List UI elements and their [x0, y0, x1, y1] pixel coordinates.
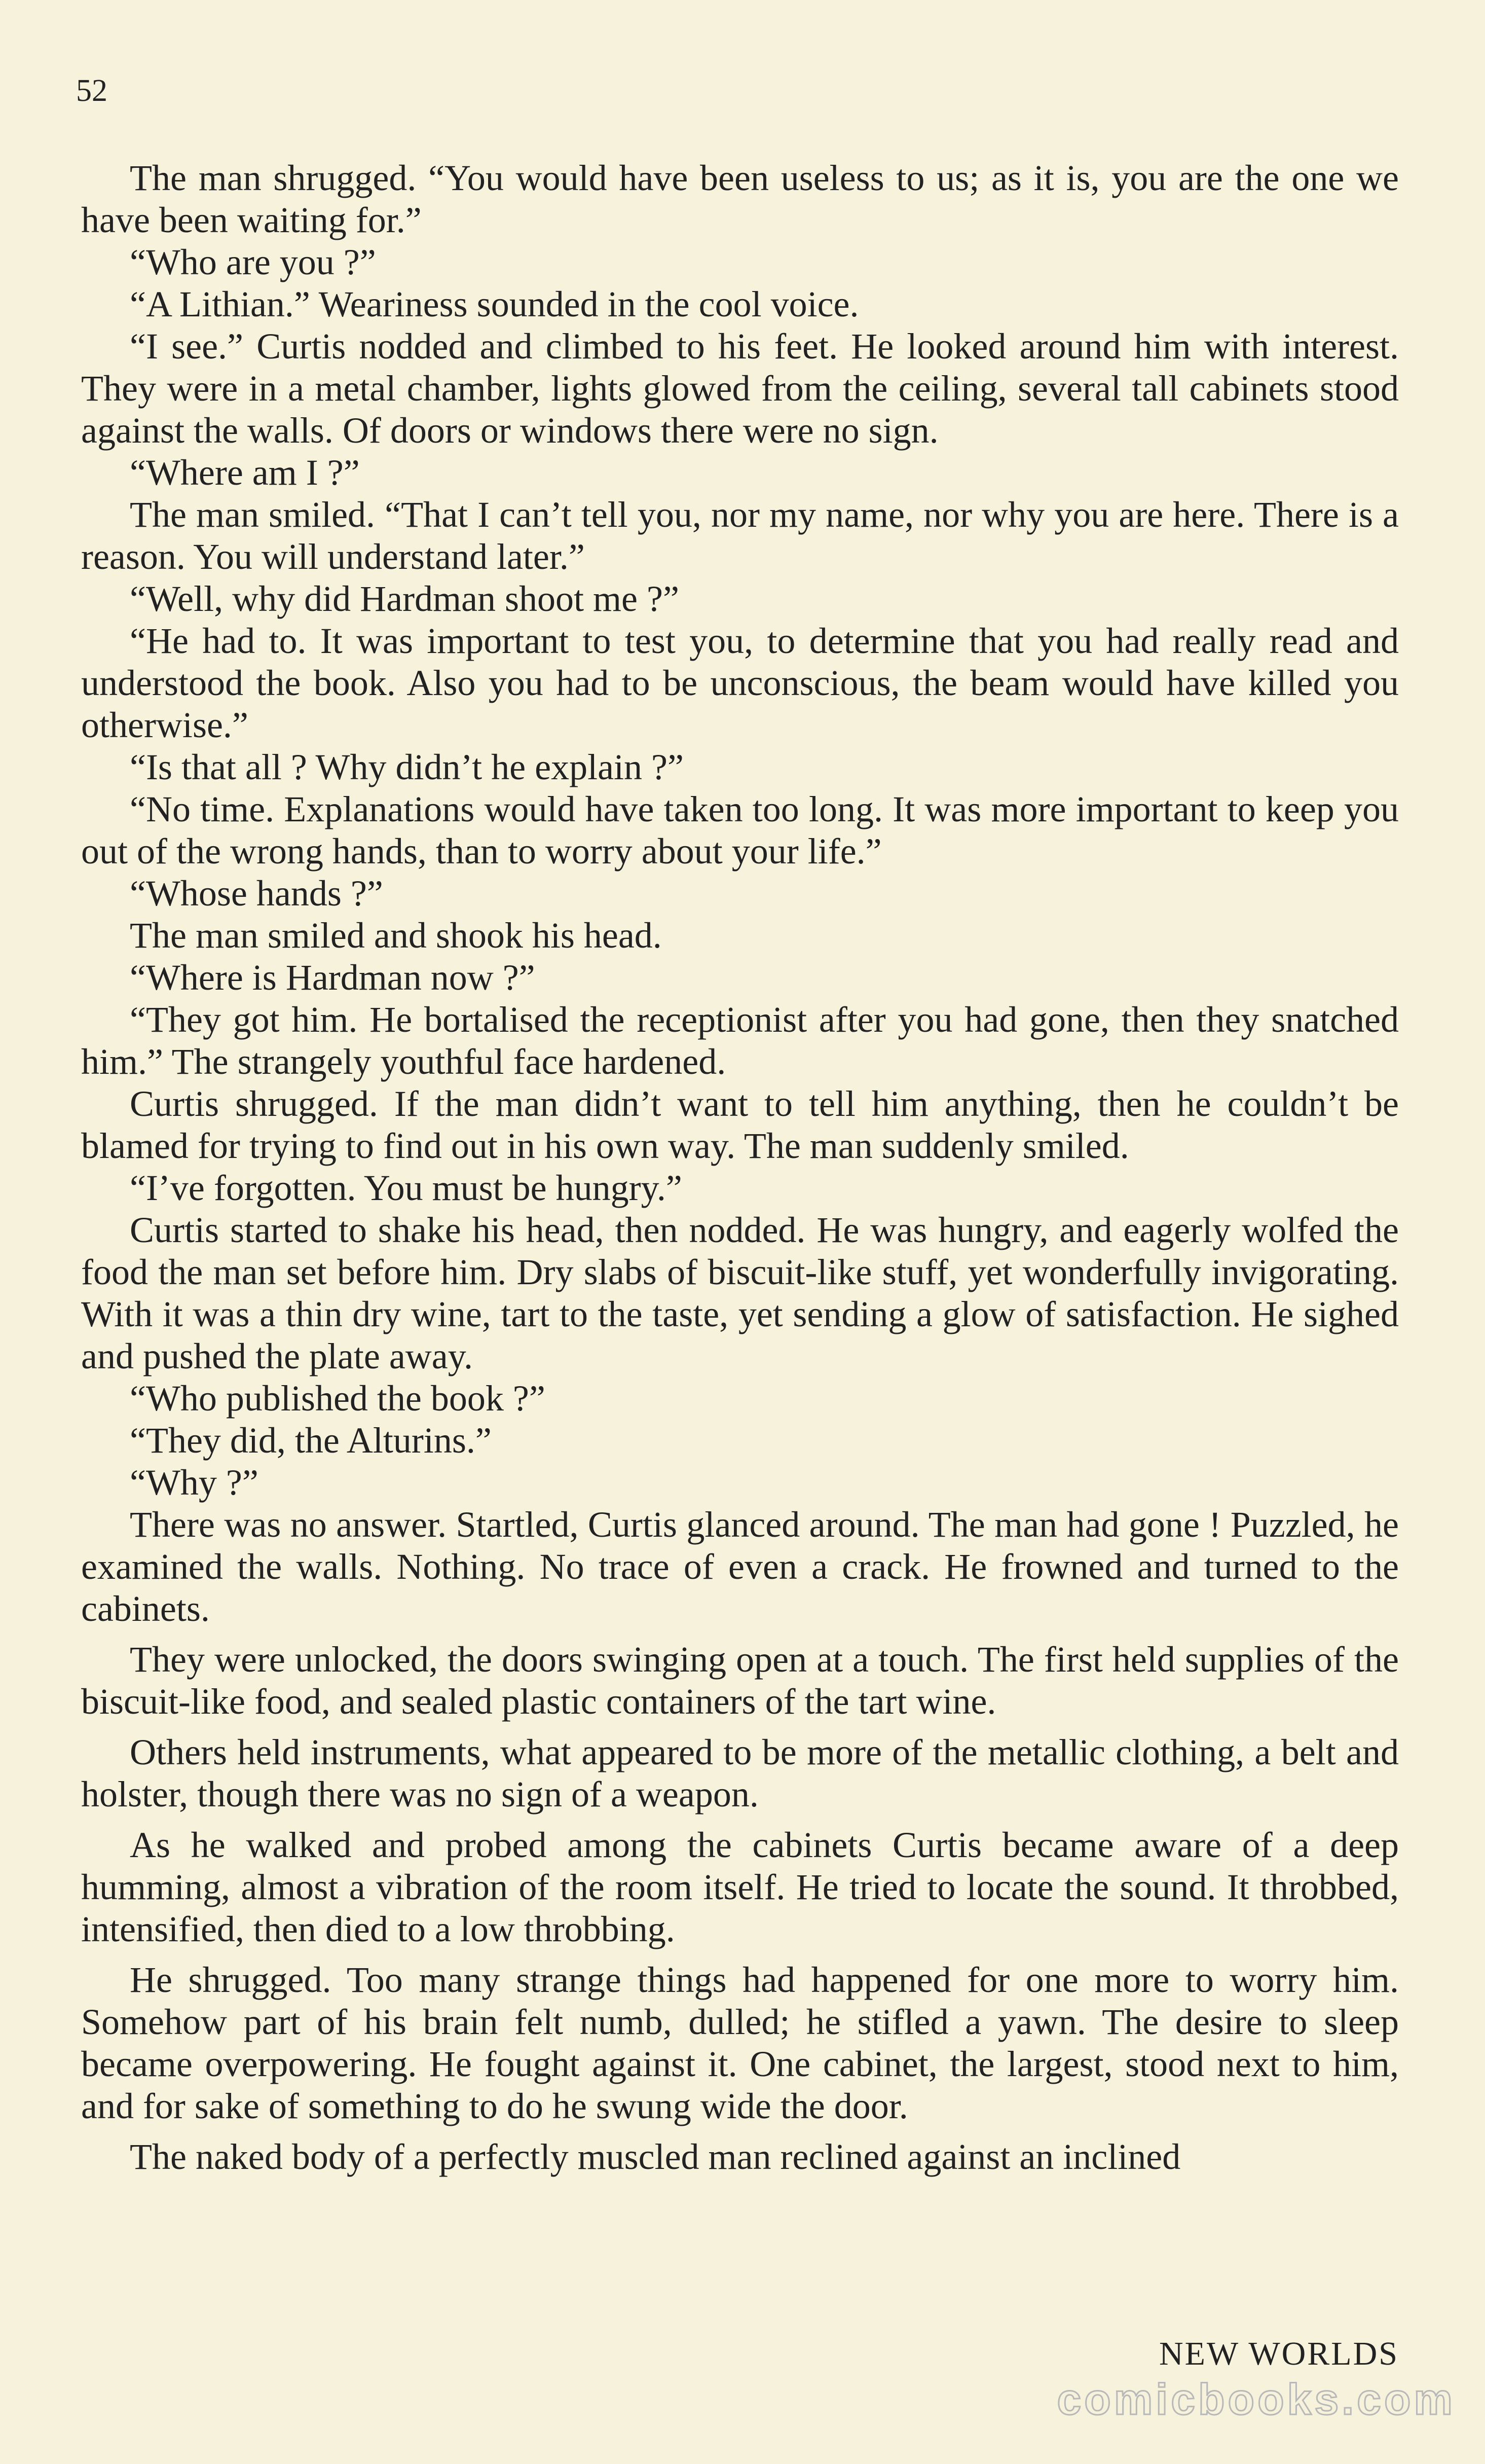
paragraph: “Why ?” — [130, 1462, 258, 1503]
paragraph: Curtis shrugged. If the man didn’t want to tell him anything, then he couldn’t be blamed for trying to find out in his own way. The man suddenly smiled. — [81, 1083, 1399, 1166]
paragraph: “They got him. He bortalised the receptionist after you had gone, then they snatched him.” The strangely youthful face hardened. — [81, 999, 1399, 1082]
paragraph: “Where is Hardman now ?” — [130, 957, 535, 998]
watermark: comicbooks.com — [1057, 2375, 1456, 2424]
paragraph: The naked body of a perfectly muscled man reclined against an inclined — [130, 2136, 1181, 2177]
paragraph: “Where am I ?” — [130, 452, 360, 493]
page-number: 52 — [76, 74, 107, 108]
paragraph: “No time. Explanations would have taken too long. It was more important to keep you out of the wrong hands, than to worry about your life.” — [81, 789, 1399, 872]
paragraph: Curtis started to shake his head, then nodded. He was hungry, and eagerly wolfed the food the man set before him. Dry slabs of biscuit-like stuff, yet wonderfully invigorating. With it was a thin dry wine, tart to the taste, yet sending a glow of satisfaction. He sighed and pushed the plate away. — [81, 1210, 1399, 1376]
paragraph: “Well, why did Hardman shoot me ?” — [130, 578, 679, 619]
paragraph: “I see.” Curtis nodded and climbed to his feet. He looked around him with interest. They were in a metal chamber, lights glowed from the ceiling, several tall cabinets stood against the walls. Of doors or windows there were no sign. — [81, 326, 1399, 451]
story-body — [81, 157, 1399, 2178]
paragraph: “Is that all ? Why didn’t he explain ?” — [130, 747, 684, 787]
paragraph: He shrugged. Too many strange things had happened for one more to worry him. Somehow part of his brain felt numb, dulled; he stifled a yawn. The desire to sleep became overpowering. He fought against it. One cabinet, the largest, stood next to him, and for sake of something to do he swung wide the door. — [81, 1960, 1399, 2126]
paragraph: “I’ve forgotten. You must be hungry.” — [130, 1168, 682, 1208]
paragraph: Others held instruments, what appeared to be more of the metallic clothing, a belt and holster, though there was no sign of a weapon. — [81, 1732, 1399, 1815]
paragraph: “A Lithian.” Weariness sounded in the cool voice. — [130, 284, 859, 324]
paragraph: The man shrugged. “You would have been useless to us; as it is, you are the one we have been waiting for.” — [81, 158, 1399, 240]
paragraph: “Who published the book ?” — [130, 1378, 545, 1419]
paragraph: The man smiled. “That I can’t tell you, nor my name, nor why you are here. There is a reason. You will understand later.” — [81, 494, 1399, 577]
paragraph: “Who are you ?” — [130, 242, 376, 282]
paragraph: “He had to. It was important to test you, to determine that you had really read and understood the book. Also you had to be unconscious, the beam would have killed you otherwise.” — [81, 621, 1399, 745]
paragraph: “They did, the Alturins.” — [130, 1420, 492, 1461]
paragraph: “Whose hands ?” — [130, 873, 383, 914]
magazine-title-footer: NEW WORLDS — [1159, 2335, 1399, 2372]
paragraph: There was no answer. Startled, Curtis glanced around. The man had gone ! Puzzled, he examined the walls. Nothing. No trace of even a crack. He frowned and turned to the cabinets. — [81, 1504, 1399, 1629]
paragraph: They were unlocked, the doors swinging open at a touch. The first held supplies of the biscuit-like food, and sealed plastic containers of the tart wine. — [81, 1639, 1399, 1722]
paragraph: The man smiled and shook his head. — [130, 915, 662, 956]
paragraph: As he walked and probed among the cabinets Curtis became aware of a deep humming, almost a vibration of the room itself. He tried to locate the sound. It throbbed, intensified, then died to a low throbbing. — [81, 1825, 1399, 1949]
